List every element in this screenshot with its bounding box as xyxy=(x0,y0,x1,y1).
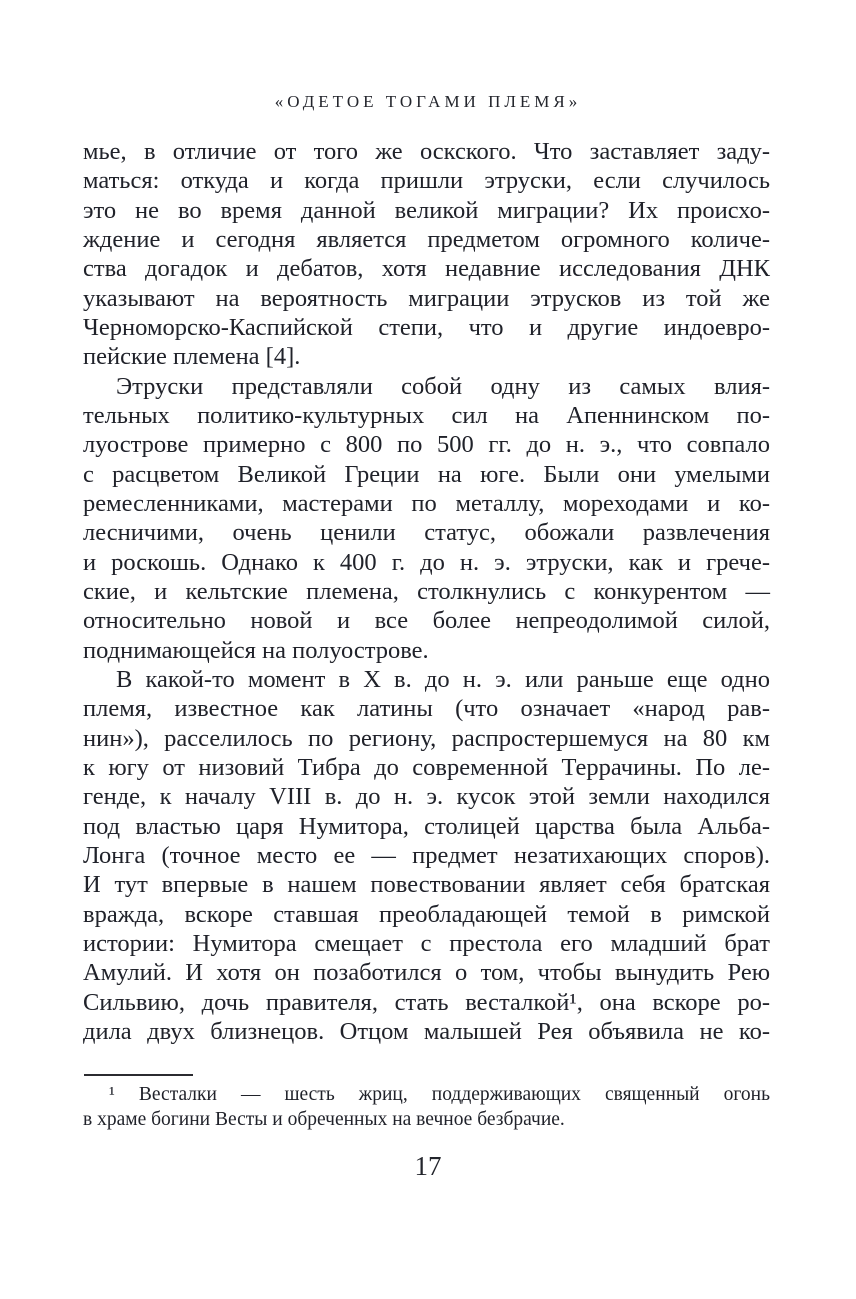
footnote-separator-rule xyxy=(84,1074,193,1076)
text-line: луострове примерно с 800 по 500 гг. до н. э., что совпало xyxy=(83,431,770,459)
text-line: ждение и сегодня является предметом огромного количе- xyxy=(83,225,770,253)
text-line: Этруски представляли собой одну из самых влия- xyxy=(116,372,770,400)
text-line: к югу от низовий Тибра до современной Террачины. По ле- xyxy=(83,753,770,781)
body-text xyxy=(83,137,770,1046)
text-line: поднимающейся на полуострове. xyxy=(83,636,429,664)
text-line: лесничими, очень ценили статус, обожали развлечения xyxy=(83,519,770,547)
text-line: указывают на вероятность миграции этрусков из той же xyxy=(83,284,770,312)
text-line: с расцветом Великой Греции на юге. Были они умелыми xyxy=(83,460,770,488)
text-line: ские, и кельтские племена, столкнулись с конкурентом — xyxy=(83,577,770,605)
text-line: нин»), расселилось по региону, распростершемуся на 80 км xyxy=(83,724,770,752)
text-line: В какой-то момент в X в. до н. э. или раньше еще одно xyxy=(116,665,770,693)
text-line: это не во время данной великой миграции? Их происхо- xyxy=(83,196,770,224)
text-line: И тут впервые в нашем повествовании являет себя братская xyxy=(83,871,770,899)
text-line: племя, известное как латины (что означает «народ рав- xyxy=(83,695,770,723)
text-line: и роскошь. Однако к 400 г. до н. э. этруски, как и грече- xyxy=(83,548,770,576)
text-line: Сильвию, дочь правителя, стать весталкой¹, она вскоре ро- xyxy=(83,988,770,1016)
text-line: Амулий. И хотя он позаботился о том, чтобы вынудить Рею xyxy=(83,959,770,987)
text-line: маться: откуда и когда пришли этруски, если случилось xyxy=(83,167,770,195)
footnote xyxy=(83,1083,770,1132)
text-line: дила двух близнецов. Отцом малышей Рея объявила не ко- xyxy=(83,1017,770,1045)
running-head: «ОДЕТОЕ ТОГАМИ ПЛЕМЯ» xyxy=(274,92,582,111)
text-line: ¹ Весталки — шесть жриц, поддерживающих священный огонь xyxy=(109,1084,770,1105)
text-line: мье, в отличие от того же оскского. Что заставляет заду- xyxy=(83,138,770,165)
text-line: в храме богини Весты и обреченных на вечное безбрачие. xyxy=(83,1108,565,1130)
text-line: тельных политико-культурных сил на Апеннинском по- xyxy=(83,401,770,429)
text-line: под властью царя Нумитора, столицей царства была Альба- xyxy=(83,812,770,840)
text-line: относительно новой и все более непреодолимой силой, xyxy=(83,607,770,635)
text-line: вражда, вскоре ставшая преобладающей темой в римской xyxy=(83,900,770,928)
text-line: генде, к началу VIII в. до н. э. кусок этой земли находился xyxy=(83,783,770,811)
text-line: пейские племена [4]. xyxy=(83,343,301,371)
text-line: ства догадок и дебатов, хотя недавние исследования ДНК xyxy=(83,255,770,283)
text-line: Лонга (точное место ее — предмет незатихающих споров). xyxy=(83,841,770,869)
text-line: Черноморско-Каспийской степи, что и другие индоевро- xyxy=(83,313,770,341)
text-line: ремесленниками, мастерами по металлу, мореходами и ко- xyxy=(83,489,770,517)
text-line: истории: Нумитора смещает с престола его младший брат xyxy=(83,929,770,957)
page-number: 17 xyxy=(414,1151,442,1181)
